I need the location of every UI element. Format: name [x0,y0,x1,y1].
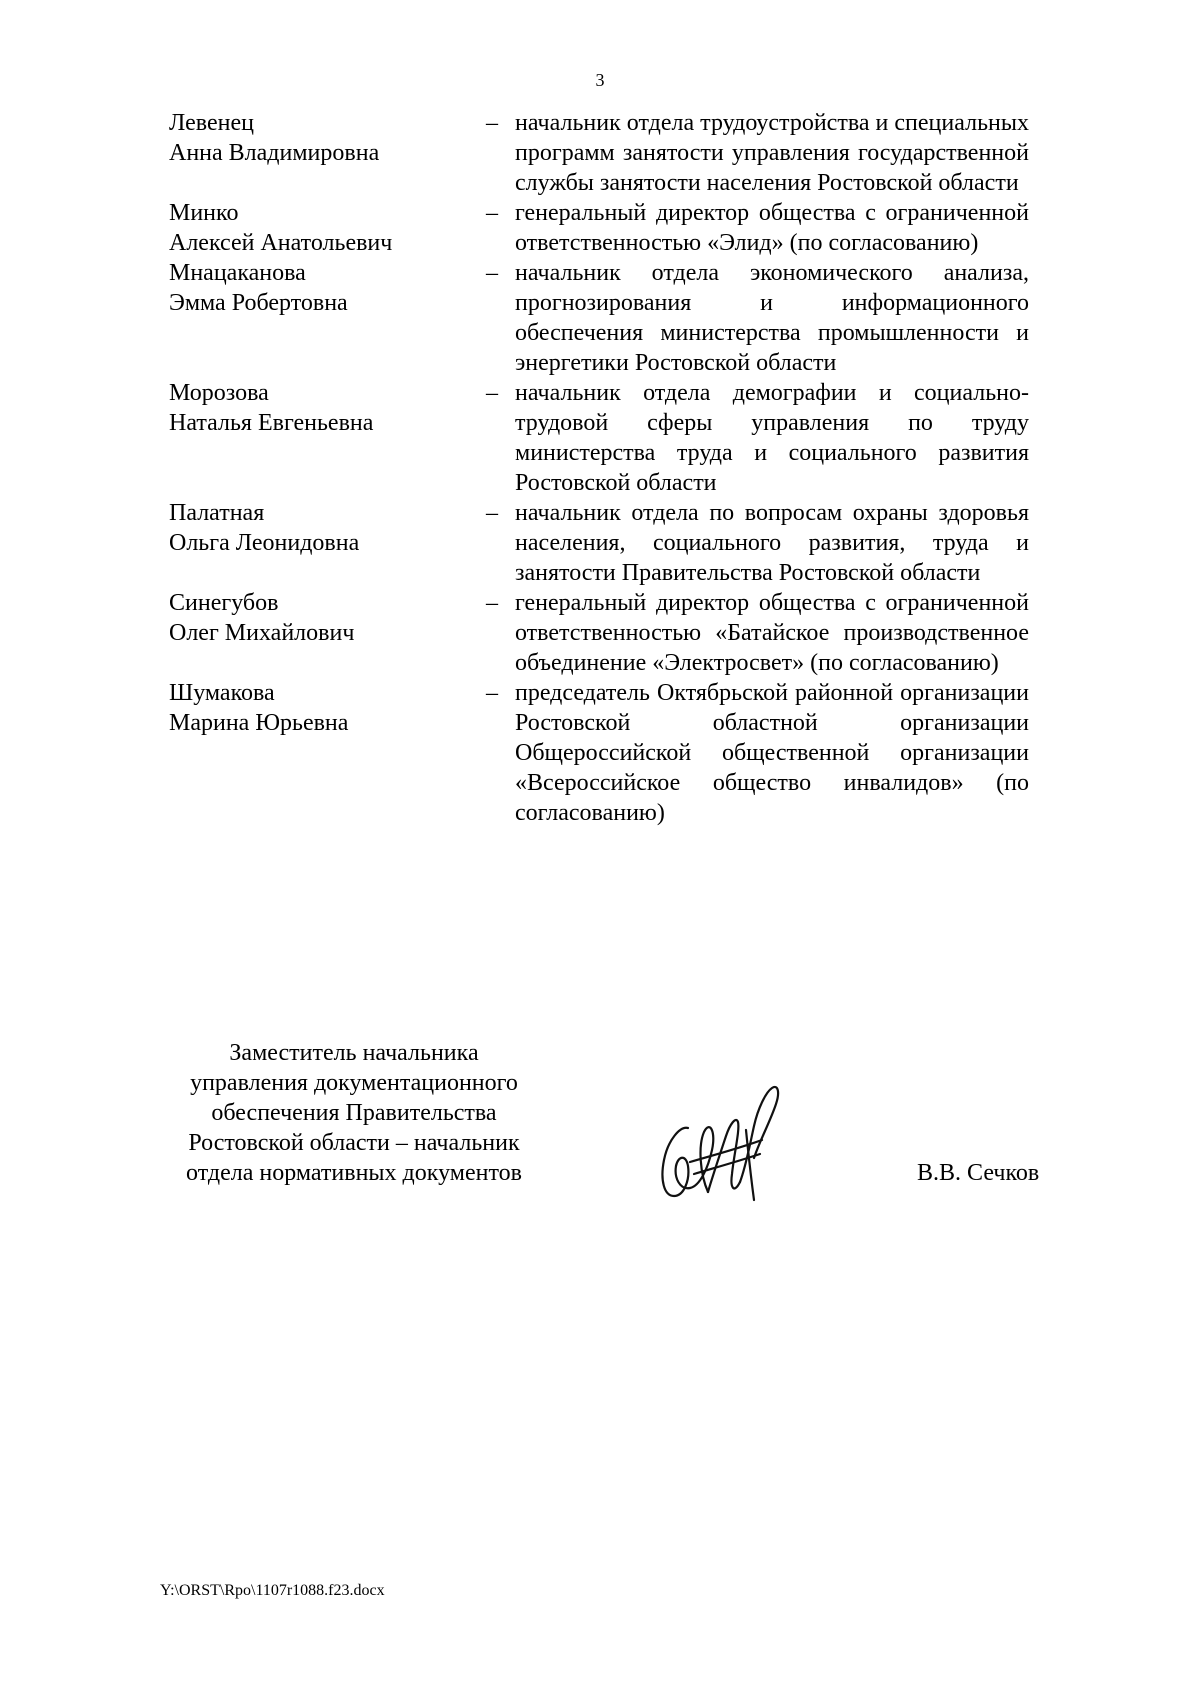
member-name [169,588,469,678]
member-row [169,378,1029,498]
member-surname: Левенец [169,110,254,136]
member-role: генеральный директор общества с ограниченной ответственностью «Батайское производственное объединение «Электросвет» (по согласованию) [515,590,1029,676]
member-dash: – [486,590,498,616]
member-row [169,588,1029,678]
member-given-name: Наталья Евгеньевна [169,410,374,436]
member-role: начальник отдела по вопросам охраны здоровья населения, социального развития, труда и занятости Правительства Ростовской области [515,500,1029,586]
member-given-name: Марина Юрьевна [169,710,349,736]
member-dash: – [486,260,498,286]
member-surname: Морозова [169,380,269,406]
member-role: генеральный директор общества с ограниченной ответственностью «Элид» (по согласованию) [515,200,1029,256]
member-name [169,498,469,588]
member-name [169,198,469,258]
member-surname: Палатная [169,500,265,526]
member-role: начальник отдела демографии и социально-трудовой сферы управления по труду министерства труда и социального развития Ростовской области [515,380,1029,496]
member-surname: Шумакова [169,680,275,706]
member-role: начальник отдела трудоустройства и специальных программ занятости управления государственной службы занятости населения Ростовской области [515,110,1029,196]
file-path: Y:\ORST\Rpo\1107r1088.f23.docx [160,1582,385,1599]
members-list [169,108,1029,828]
page-number: 3 [595,70,605,90]
member-given-name: Эмма Робертовна [169,290,348,316]
member-row [169,678,1029,828]
member-name [169,678,469,828]
member-role: начальник отдела экономического анализа, прогнозирования и информационного обеспечения министерства промышленности и энергетики Ростовской области [515,260,1029,376]
signatory-title-line: Ростовской области – начальник [188,1130,520,1156]
member-row [169,198,1029,258]
signatory-title-line: Заместитель начальника [229,1040,479,1066]
member-given-name: Олег Михайлович [169,620,355,646]
member-given-name: Алексей Анатольевич [169,230,393,256]
member-row [169,498,1029,588]
member-dash: – [486,380,498,406]
signatory-name: В.В. Сечков [917,1160,1040,1186]
member-dash: – [486,110,498,136]
member-surname: Мнацаканова [169,260,306,286]
member-role: председатель Октябрьской районной организации Ростовской областной организации Общероссийской общественной организации «Всероссийское общество инвалидов» (по согласованию) [515,680,1029,826]
member-given-name: Анна Владимировна [169,140,380,166]
member-surname: Минко [169,200,239,226]
handwritten-signature [650,1070,800,1210]
member-dash: – [486,200,498,226]
member-name [169,108,469,198]
member-dash: – [486,680,498,706]
member-name [169,258,469,378]
signatory-title-line: обеспечения Правительства [211,1100,497,1126]
member-row [169,108,1029,198]
signatory-title-line: отдела нормативных документов [186,1160,522,1186]
member-name [169,378,469,498]
member-dash: – [486,500,498,526]
member-surname: Синегубов [169,590,279,616]
signatory-title [168,1038,540,1188]
member-given-name: Ольга Леонидовна [169,530,360,556]
signatory-title-line: управления документационного [190,1070,518,1096]
member-row [169,258,1029,378]
